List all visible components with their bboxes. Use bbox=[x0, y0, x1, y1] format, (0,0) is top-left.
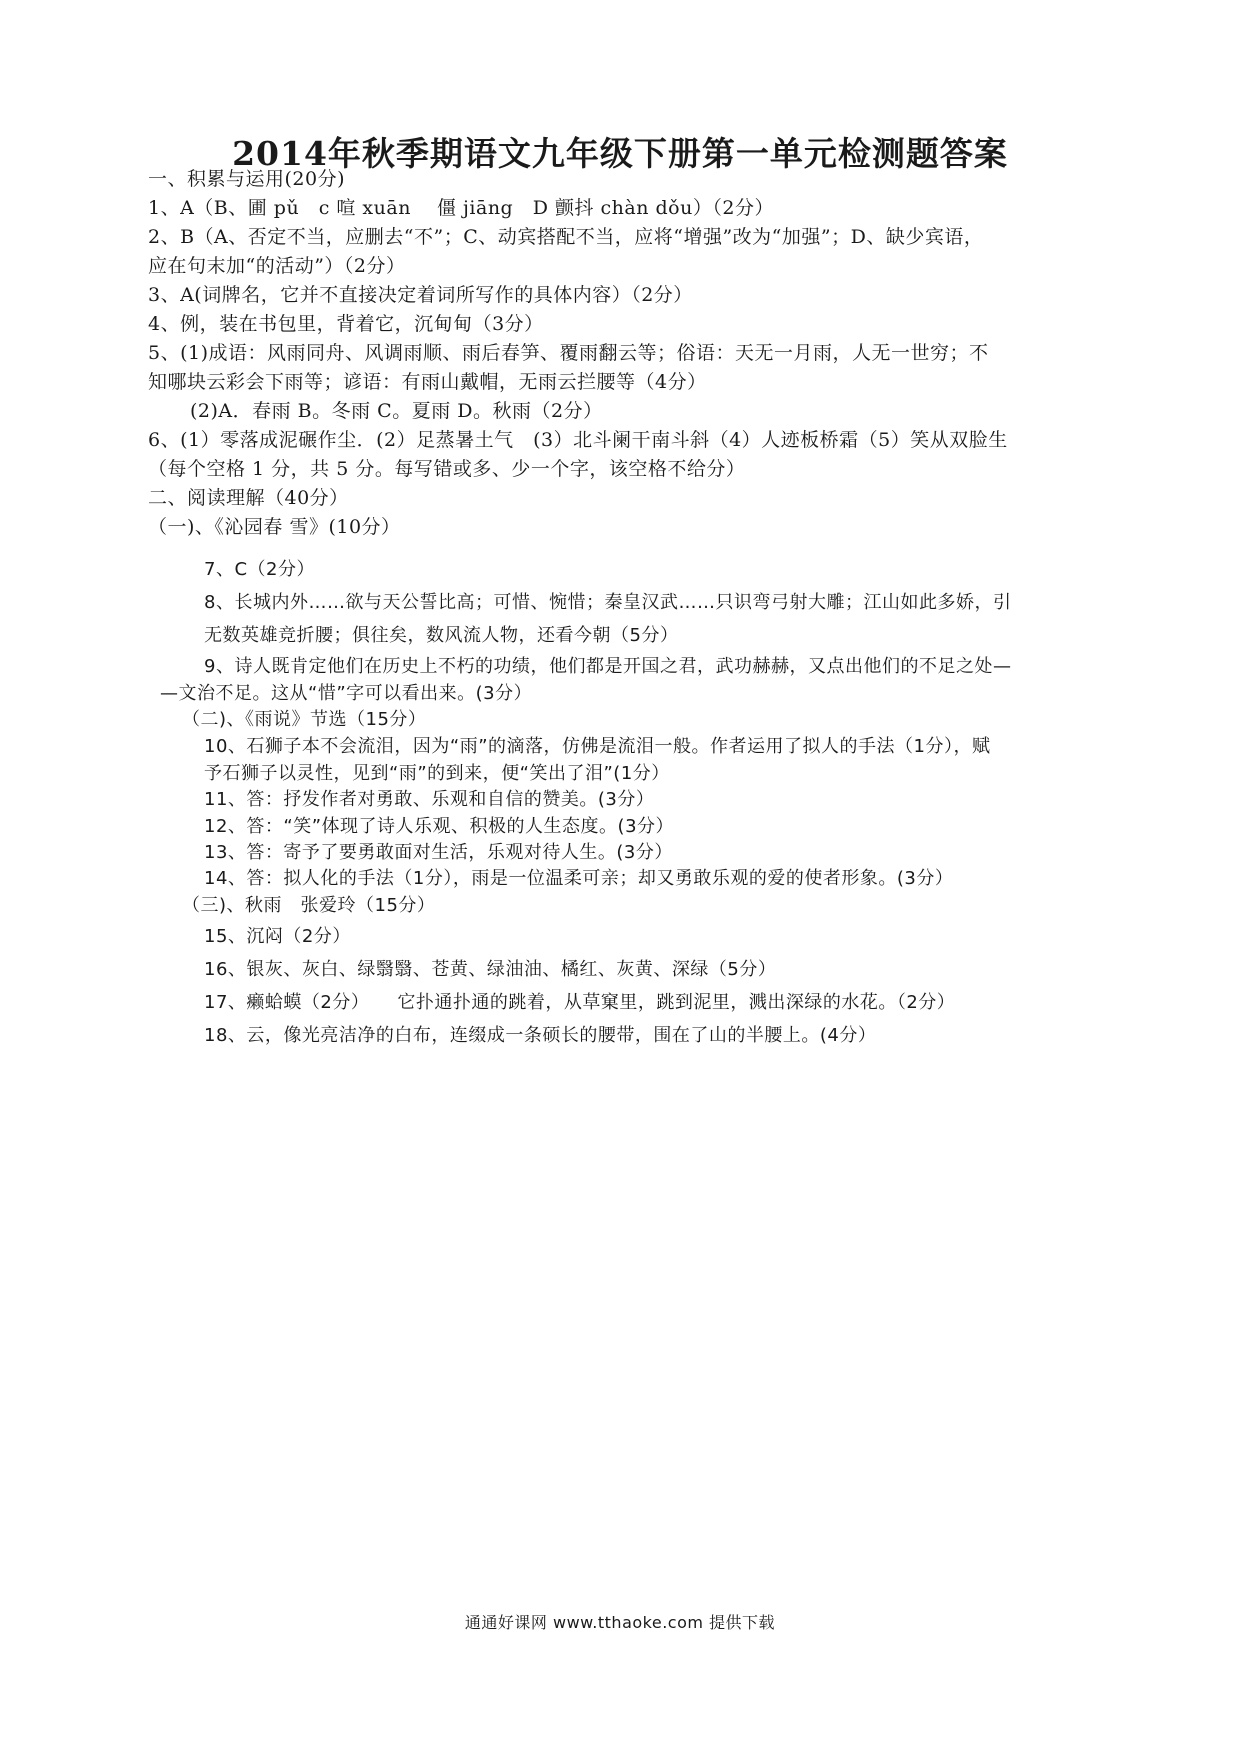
answer-14: 14、答：拟人化的手法（1分），雨是一位温柔可亲；却又勇敢乐观的爱的使者形象。(3分） bbox=[204, 868, 954, 889]
answer-6-note: （每个空格 1 分，共 5 分。每写错或多、少一个字，该空格不给分） bbox=[148, 458, 746, 480]
answer-3: 3、A(词牌名，它并不直接决定着词所写作的具体内容）（2分） bbox=[148, 284, 693, 306]
answer-8: 8、长城内外……欲与天公誓比高；可惜、惋惜；秦皇汉武……只识弯弓射大雕；江山如此多娇，引 bbox=[204, 592, 1012, 613]
answer-13: 13、答：寄予了要勇敢面对生活，乐观对待人生。(3分） bbox=[204, 842, 673, 863]
answer-1: 1、A（B、圃 pǔ c 喧 xuān 僵 jiāng D 颤抖 chàn dǒu）（2分） bbox=[148, 197, 774, 219]
answer-18: 18、云，像光亮洁净的白布，连缀成一条硕长的腰带，围在了山的半腰上。(4分） bbox=[204, 1025, 877, 1046]
answer-4: 4、例，装在书包里，背着它，沉甸甸（3分） bbox=[148, 313, 544, 335]
answer-6: 6、(1）零落成泥碾作尘．(2）足蒸暑土气 (3）北斗阑干南斗斜（4）人迹板桥霜（5）笑从双脸生 bbox=[148, 429, 1008, 451]
page-title: 2014年秋季期语文九年级下册第一单元检测题答案 bbox=[232, 134, 1008, 173]
answer-8-cont: 无数英雄竞折腰；俱往矣，数风流人物，还看今朝（5分） bbox=[204, 625, 679, 646]
answer-5-part-2: (2)A．春雨 B。冬雨 C。夏雨 D。秋雨（2分） bbox=[190, 400, 603, 422]
subsection-heading-3: （三)、秋雨 张爱玲（15分） bbox=[182, 895, 436, 916]
answer-9: 9、诗人既肯定他们在历史上不朽的功绩，他们都是开国之君，武功赫赫，又点出他们的不足之处— bbox=[204, 656, 1012, 677]
subsection-heading-1: （一)、《沁园春 雪》(10分） bbox=[148, 516, 401, 538]
subsection-heading-2: （二)、《雨说》节选（15分） bbox=[182, 709, 427, 730]
answer-10: 10、石狮子本不会流泪，因为“雨”的滴落，仿佛是流泪一般。作者运用了拟人的手法（1分），赋 bbox=[204, 736, 991, 757]
answer-9-cont: —文治不足。这从“惜”字可以看出来。(3分） bbox=[160, 683, 533, 704]
answer-7: 7、C（2分） bbox=[204, 559, 315, 580]
answer-11: 11、答：抒发作者对勇敢、乐观和自信的赞美。(3分） bbox=[204, 789, 655, 810]
footer-source: 通通好课网 www.tthaoke.com 提供下载 bbox=[464, 1613, 776, 1632]
answer-16: 16、银灰、灰白、绿翳翳、苍黄、绿油油、橘红、灰黄、深绿（5分） bbox=[204, 959, 777, 980]
answer-5: 5、(1)成语：风雨同舟、风调雨顺、雨后春笋、覆雨翻云等；俗语：天无一月雨，人无一世穷；不 bbox=[148, 342, 989, 364]
answer-17: 17、癞蛤蟆（2分） 它扑通扑通的跳着，从草窠里，跳到泥里，溅出深绿的水花。（2分） bbox=[204, 992, 956, 1013]
section-heading-2: 二、阅读理解（40分） bbox=[148, 487, 349, 509]
answer-10-cont: 予石狮子以灵性，见到“雨”的到来，便“笑出了泪”(1分） bbox=[204, 763, 670, 784]
answer-2-cont: 应在句末加“的活动”）（2分） bbox=[148, 255, 406, 277]
section-heading-1: 一、积累与运用(20分) bbox=[148, 168, 346, 190]
answer-12: 12、答：“笑”体现了诗人乐观、积极的人生态度。(3分） bbox=[204, 816, 675, 837]
answer-15: 15、沉闷（2分） bbox=[204, 926, 351, 947]
answer-2: 2、B（A、否定不当，应删去“不”；C、动宾搭配不当，应将“增强”改为“加强”；D、缺少宾语， bbox=[148, 226, 984, 248]
answer-5-cont: 知哪块云彩会下雨等；谚语：有雨山戴帽，无雨云拦腰等（4分） bbox=[148, 371, 707, 393]
